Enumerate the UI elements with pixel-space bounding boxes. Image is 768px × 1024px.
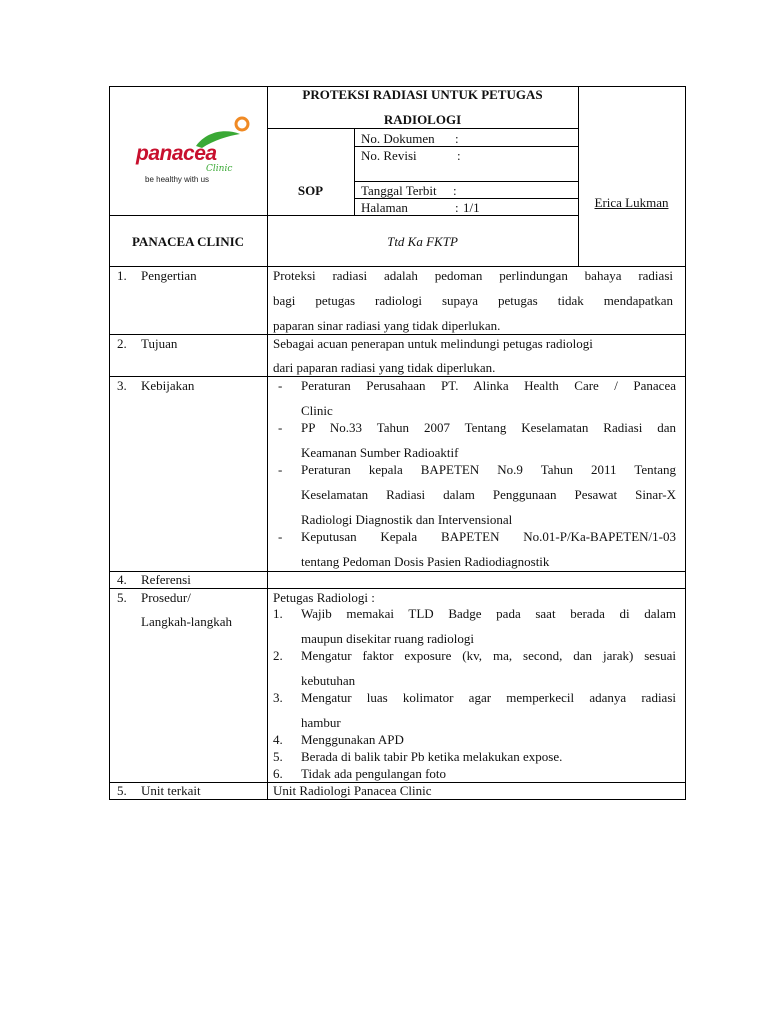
step-text: Wajib memakai TLD Badge pada saat berada di dalam <box>301 606 676 621</box>
meta-sep: : <box>455 200 459 215</box>
step-text: Mengatur faktor exposure (kv, ma, second, dan jarak) sesuai <box>301 648 676 663</box>
row-text: paparan sinar radiasi yang tidak diperlukan. <box>273 318 501 333</box>
row-label: Tujuan <box>141 336 178 351</box>
doc-title-line2: RADIOLOGI <box>383 112 462 127</box>
policy-text: PP No.33 Tahun 2007 Tentang Keselamatan Radiasi dan <box>301 420 676 435</box>
meta-sep: : <box>455 131 459 146</box>
clinic-name: PANACEA CLINIC <box>131 234 245 249</box>
row-label: Unit terkait <box>141 783 201 798</box>
sop-label: SOP <box>297 183 324 198</box>
policy-text: Peraturan Perusahaan PT. Alinka Health Care / Panacea <box>301 378 676 393</box>
logo-tagline: be healthy with us <box>145 175 210 184</box>
row-number: 5. <box>117 783 127 798</box>
row-label: Pengertian <box>141 268 197 283</box>
bullet: - <box>278 462 283 477</box>
meta-label: Halaman <box>361 200 408 215</box>
step-number: 2. <box>273 648 283 663</box>
policy-text: Keamanan Sumber Radioaktif <box>301 445 459 460</box>
meta-value: 1/1 <box>463 200 480 215</box>
logo-sub: Clinic <box>206 164 233 174</box>
policy-text: Peraturan kepala BAPETEN No.9 Tahun 2011 Tentang <box>301 462 676 477</box>
row-text: Sebagai acuan penerapan untuk melindungi petugas radiologi <box>273 336 593 351</box>
signature-label: Ttd Ka FKTP <box>387 234 458 249</box>
step-text: kebutuhan <box>301 673 356 688</box>
step-text: Berada di balik tabir Pb ketika melakukan expose. <box>301 749 563 764</box>
row-number: 5. <box>117 590 127 605</box>
meta-label: No. Revisi <box>361 148 417 163</box>
row-number: 4. <box>117 572 127 587</box>
step-number: 3. <box>273 690 283 705</box>
meta-label: No. Dokumen <box>361 131 435 146</box>
bullet: - <box>278 378 283 393</box>
row-text: dari paparan radiasi yang tidak diperlukan. <box>273 360 496 375</box>
row-number: 2. <box>117 336 127 351</box>
bullet: - <box>278 420 283 435</box>
step-text: maupun disekitar ruang radiologi <box>301 631 474 646</box>
policy-text: tentang Pedoman Dosis Pasien Radiodiagnostik <box>301 554 550 569</box>
row-text: Unit Radiologi Panacea Clinic <box>273 783 432 798</box>
clinic-logo <box>128 112 253 190</box>
step-text: Menggunakan APD <box>301 732 404 747</box>
step-number: 1. <box>273 606 283 621</box>
row-text: Proteksi radiasi adalah pedoman perlindungan bahaya radiasi <box>273 268 673 283</box>
meta-label: Tanggal Terbit <box>361 183 437 198</box>
signer-name: Erica Lukman <box>594 195 669 210</box>
policy-text: Keputusan Kepala BAPETEN No.01-P/Ka-BAPETEN/1-03 <box>301 529 676 544</box>
policy-text: Clinic <box>301 403 333 418</box>
doc-title-line1: PROTEKSI RADIASI UNTUK PETUGAS <box>302 87 543 102</box>
step-text: Mengatur luas kolimator agar memperkecil adanya radiasi <box>301 690 676 705</box>
logo-brand: panacea <box>136 142 217 165</box>
row-number: 3. <box>117 378 127 393</box>
step-number: 5. <box>273 749 283 764</box>
step-number: 4. <box>273 732 283 747</box>
procedure-intro: Petugas Radiologi : <box>273 590 375 605</box>
row-label: Langkah-langkah <box>141 614 232 629</box>
row-label: Referensi <box>141 572 191 587</box>
row-number: 1. <box>117 268 127 283</box>
policy-text: Radiologi Diagnostik dan Intervensional <box>301 512 513 527</box>
meta-sep: : <box>457 148 461 163</box>
row-text: bagi petugas radiologi supaya petugas tidak mendapatkan <box>273 293 673 308</box>
row-label: Prosedur/ <box>141 590 191 605</box>
step-number: 6. <box>273 766 283 781</box>
bullet: - <box>278 529 283 544</box>
step-text: Tidak ada pengulangan foto <box>301 766 447 781</box>
policy-text: Keselamatan Radiasi dalam Penggunaan Pesawat Sinar-X <box>301 487 676 502</box>
step-text: hambur <box>301 715 341 730</box>
row-label: Kebijakan <box>141 378 195 393</box>
meta-sep: : <box>453 183 457 198</box>
